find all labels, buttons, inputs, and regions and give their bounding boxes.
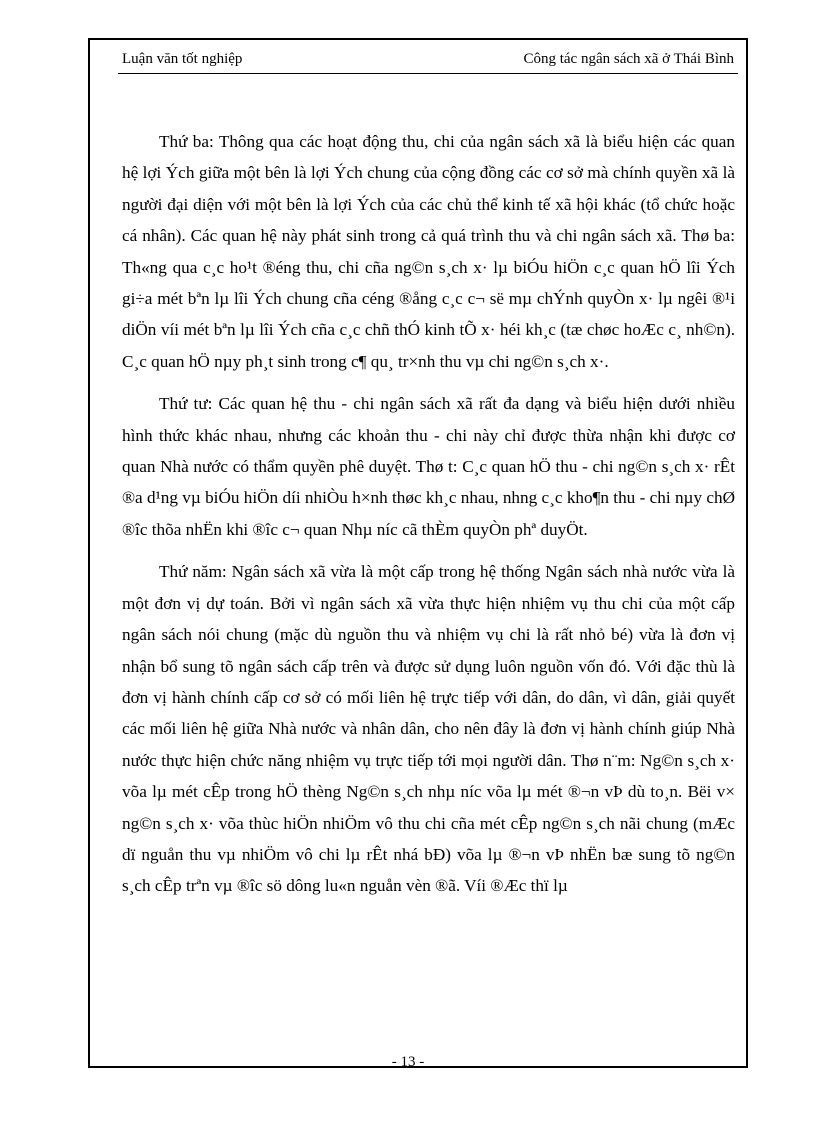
body-text bbox=[122, 126, 735, 913]
page-number: - 13 - bbox=[391, 1054, 425, 1070]
paragraph-thu-tu: Thứ tư: Các quan hệ thu - chi ngân sách xã rất đa dạng và biểu hiện dưới nhiều hình thức khác nhau, nhưng các khoản thu - chi này chỉ được thừa nhận khi được cơ quan Nhà nước có thẩm quyền phê duyệt. Thø t: C¸c quan hÖ thu - chi ng©n s¸ch x· rÊt ®a d¹ng vµ biÓu hiÖn díi nhiÒu h×nh thøc kh¸c nhau, nhng c¸c kho¶n thu - chi nµy chØ ®îc thõa nhËn khi ®îc c¬ quan Nhµ níc cã thÈm quyÒn phª duyÖt. bbox=[122, 394, 735, 539]
paragraph-thu-nam: Thứ năm: Ngân sách xã vừa là một cấp trong hệ thống Ngân sách nhà nước vừa là một đơn vị dự toán. Bởi vì ngân sách xã vừa thực hiện nhiệm vụ thu chi của một cấp ngân sách nói chung (mặc dù nguồn thu và nhiệm vụ chi là rất nhỏ bé) vừa là đơn vị nhận bổ sung tõ ngân sách cấp trên và được sử dụng luôn nguồn vốn đó. Với đặc thù là đơn vị hành chính cấp cơ sở có mối liên hệ trực tiếp với dân, do dân, vì dân, giải quyết các mối liên hệ giữa Nhà nước và nhân dân, cho nên đây là đơn vị hành chính giúp Nhà nước thực hiện chức năng nhiệm vụ trực tiếp tới mọi người dân. Thø n¨m: Ng©n s¸ch x· võa lµ mét cÊp trong hÖ thèng Ng©n s¸ch nhµ níc võa lµ mét ®¬n vÞ dù to¸n. Bëi v× ng©n s¸ch x· võa thùc hiÖn nhiÖm vô thu chi cña mét cÊp ng©n s¸ch nãi chung (mÆc dï nguån thu vµ nhiÖm vô chi lµ rÊt nhá bÐ) võa lµ ®¬n vÞ nhËn bæ sung tõ ng©n s¸ch cÊp trªn vµ ®îc sö dông lu«n nguån vèn ®ã. Víi ®Æc thï lµ bbox=[122, 562, 735, 896]
paragraph-thu-ba: Thứ ba: Thông qua các hoạt động thu, chi của ngân sách xã là biểu hiện các quan hệ lợi Ých giữa một bên là lợi Ých chung của cộng đồng các cơ sở mà chính quyền xã là người đại diện với một bên là lợi Ých của các chủ thể kinh tế xã hội khác (tổ chức hoặc cá nhân). Các quan hệ này phát sinh trong cả quá trình thu và chi ngân sách xã. Thø ba: Th«ng qua c¸c ho¹t ®éng thu, chi cña ng©n s¸ch x· lµ biÓu hiÖn c¸c quan hÖ lîi Ých gi÷a mét bªn lµ lîi Ých chung cña céng ®ång c¸c c¬ së mµ chÝnh quyÒn x· lµ ngêi ®¹i diÖn víi mét bªn lµ lîi Ých cña c¸c chñ thÓ kinh tÕ x· héi kh¸c (tæ chøc hoÆc c¸ nh©n). C¸c quan hÖ nµy ph¸t sinh trong c¶ qu¸ tr×nh thu vµ chi ng©n s¸ch x·. bbox=[122, 132, 735, 371]
header-divider bbox=[118, 73, 738, 74]
header-thesis-label: Luận văn tốt nghiệp bbox=[122, 51, 243, 67]
header-document-title: Công tác ngân sách xã ở Thái Bình bbox=[523, 51, 734, 67]
running-header bbox=[122, 46, 734, 72]
